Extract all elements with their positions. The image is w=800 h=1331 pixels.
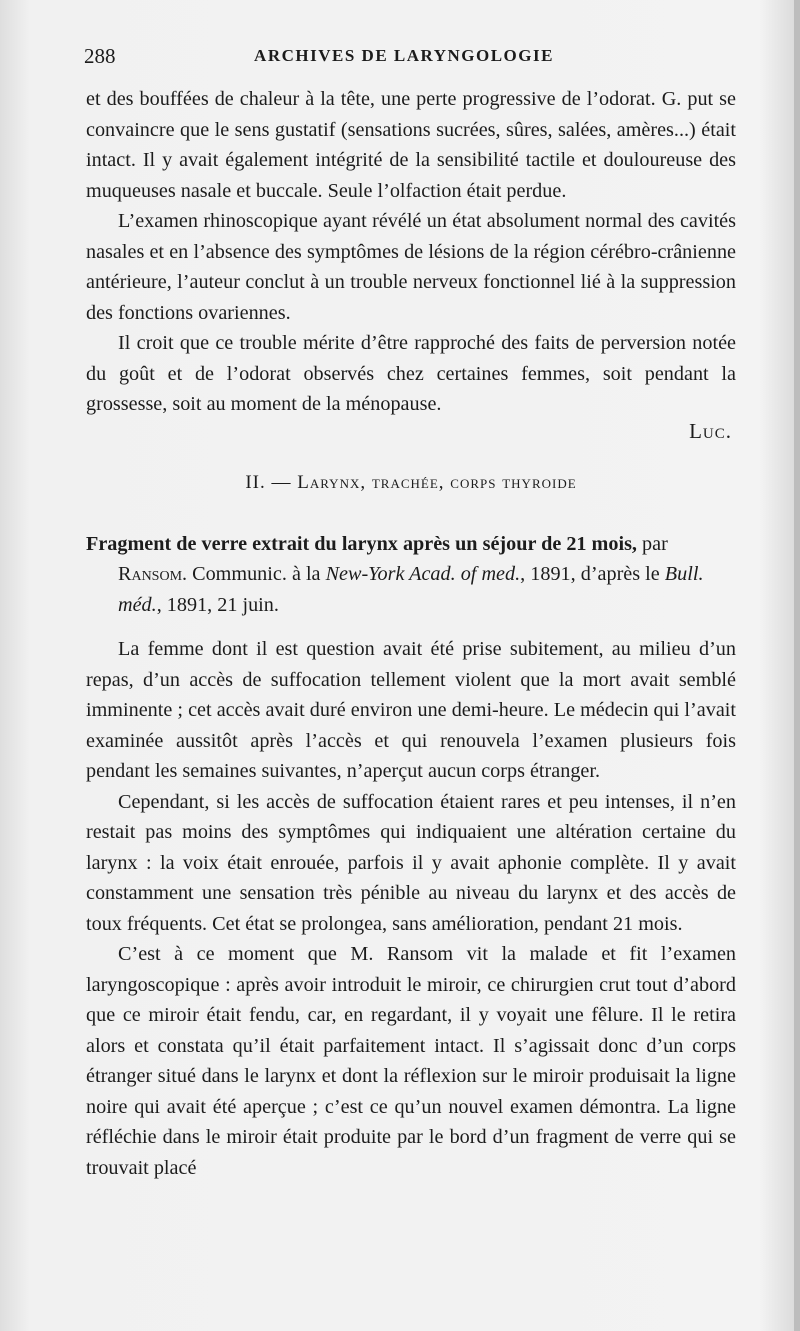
article-by: par xyxy=(636,532,668,555)
page-body xyxy=(86,84,736,1183)
paragraph: Cependant, si les accès de suffocation étaient rares et peu intenses, il n’en restait pas moins des symptômes qui indiquaient une altération certaine du larynx : la voix était enrouée, parfois il y avait aphonie complète. Il y avait constamment une sensation très pénible au niveau du larynx et des accès de toux fréquents. Cet état se prolongea, sans amélioration, pendant 21 mois. xyxy=(86,790,736,935)
article-title: Fragment de verre extrait du larynx après un séjour de 21 mois, xyxy=(86,532,637,555)
author-signature: Luc. xyxy=(689,418,732,443)
running-header xyxy=(84,44,724,74)
journal-name: Bull. méd. xyxy=(118,563,704,616)
paragraph-continued: et des bouffées de chaleur à la tête, une perte progressive de l’odorat. G. put se convaincre que le sens gustatif (sensations sucrées, sûres, salées, amères...) était intact. Il y avait également intégrité de la sensibilité tactile et douloureuse des muqueuses nasale et buccale. Seule l’olfaction était perdue. xyxy=(86,88,736,202)
page-number: 288 xyxy=(84,44,116,68)
page-edge-shadow xyxy=(794,0,800,1331)
reference-text: , 1891, 21 juin. xyxy=(156,593,279,616)
journal-name: New-York Acad. of med. xyxy=(325,563,521,585)
paragraph: Il croit que ce trouble mérite d’être rapproché des faits de perversion notée du goût et de l’odorat observés chez certaines femmes, soit pendant la grossesse, soit au moment de la ménopause. xyxy=(86,332,736,415)
reference-text: , 1891, d’après le xyxy=(520,563,665,585)
paragraph: La femme dont il est question avait été prise subitement, au milieu d’un repas, d’un accès de suffocation tellement violent que la mort avait semblé imminente ; cet accès avait duré environ une demi-heure. Le médecin qui l’avait examinée aussitôt après l’accès et qui renouvela l’examen plusieurs fois pendant les semaines suivantes, n’aperçut aucun corps étranger. xyxy=(86,638,736,782)
paragraph: C’est à ce moment que M. Ransom vit la malade et fit l’examen laryngoscopique : après avoir introduit le miroir, ce chirurgien crut tout d’abord que ce miroir était fendu, car, en regardant, il y voyait une fêlure. Il le retira alors et constata qu’il était parfaitement intact. Il s’agissait donc d’un corps étranger situé dans le larynx et dont la réflexion sur le miroir produisait la ligne noire qui avait été aperçue ; c’est ce qu’un nouvel examen démontra. La ligne réfléchie dans le miroir était produite par le bord d’un fragment de verre qui se trouvait placé xyxy=(86,943,736,1179)
running-title: ARCHIVES DE LARYNGOLOGIE xyxy=(254,46,554,65)
article-reference xyxy=(86,529,736,621)
paragraph: L’examen rhinoscopique ayant révélé un état absolument normal des cavités nasales et en l’absence des symptômes de lésions de la région cérébro-crânienne antérieure, l’auteur conclut à un trouble nerveux fonctionnel lié à la suppression des fonctions ovariennes. xyxy=(86,210,736,324)
article-author: Ransom xyxy=(118,563,183,585)
section-heading: II. — Larynx, trachée, corps thyroide xyxy=(245,472,577,493)
reference-text: . Communic. à la xyxy=(182,563,326,585)
